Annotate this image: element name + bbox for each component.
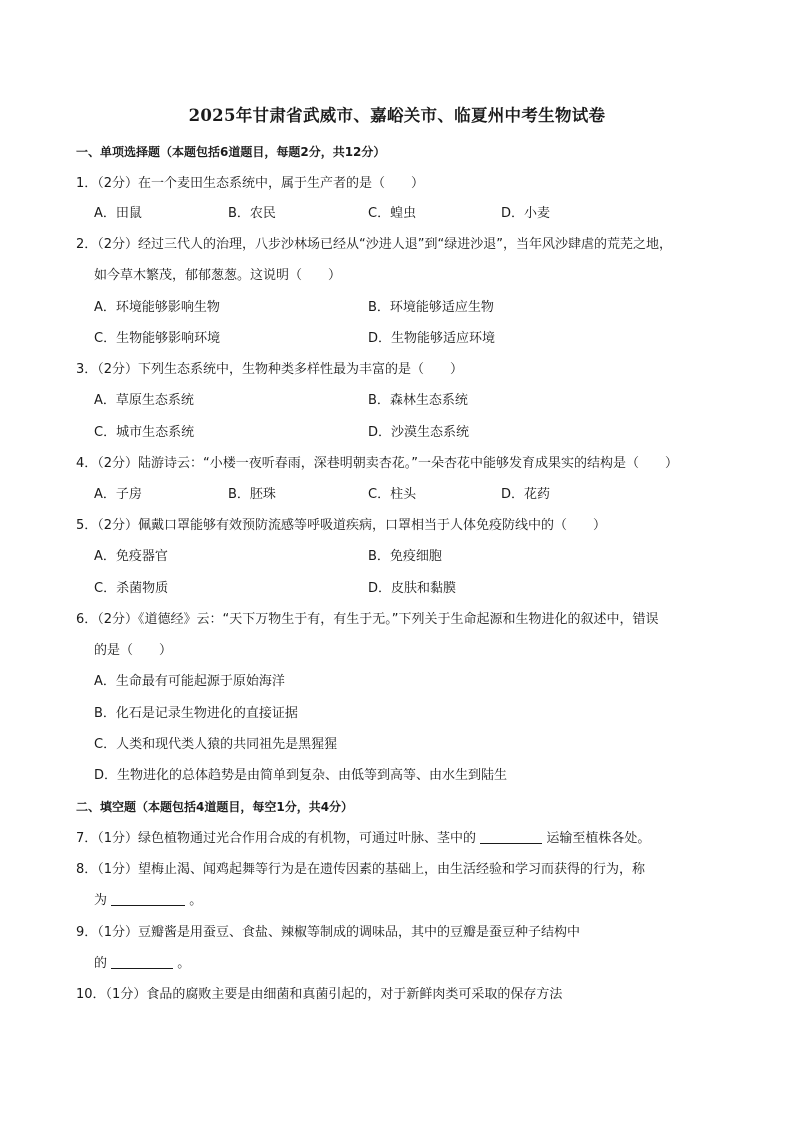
question-10-line-1: 10．（1分）食品的腐败主要是由细菌和真菌引起的，对于新鲜肉类可采取的保存方法: [76, 987, 563, 1002]
question-1-stem: 1．（2分）在一个麦田生态系统中，属于生产者的是（ ）: [76, 176, 425, 191]
question-6-option-b: B．化石是记录生物进化的直接证据: [94, 706, 298, 721]
question-5-option-b: B．免疫细胞: [368, 549, 442, 564]
question-8-text-before: 为: [94, 893, 112, 908]
question-1-option-d: D．小麦: [501, 206, 551, 221]
question-3-stem: 3．（2分）下列生态系统中，生物种类多样性最为丰富的是（ ）: [76, 362, 464, 377]
question-7-text-before: 7．（1分）绿色植物通过光合作用合成的有机物，可通过叶脉、茎中的: [76, 831, 481, 846]
section-heading-fill-in: 二、填空题（本题包括4道题目，每空1分，共4分）: [76, 800, 354, 814]
question-6-option-c: C．人类和现代类人猿的共同祖先是黑猩猩: [94, 737, 338, 752]
question-7: [76, 829, 650, 849]
question-2-option-d: D．生物能够适应环境: [368, 331, 496, 346]
question-6-stem-line-2: 的是（ ）: [94, 643, 173, 658]
question-2-option-a: A．环境能够影响生物: [94, 300, 220, 315]
question-2-stem-line-2: 如今草木繁茂，郁郁葱葱。这说明（ ）: [94, 268, 342, 283]
question-4-option-c: C．柱头: [368, 487, 417, 502]
question-8-text-after: 。: [185, 893, 203, 908]
question-7-text-after: 运输至植株各处。: [542, 831, 651, 846]
question-3-option-a: A．草原生态系统: [94, 393, 194, 408]
question-6-stem-line-1: 6．（2分）《道德经》云：“天下万物生于有，有生于无。”下列关于生命起源和生物进化的叙述中，错误: [76, 612, 659, 627]
question-2-stem-line-1: 2．（2分）经过三代人的治理，八步沙林场已经从“沙进人退”到“绿进沙退”，当年风沙肆虐的荒芜之地，: [76, 237, 672, 252]
question-6-option-d: D．生物进化的总体趋势是由简单到复杂、由低等到高等、由水生到陆生: [94, 768, 508, 783]
question-9-line-2: [94, 954, 190, 974]
question-5-option-c: C．杀菌物质: [94, 581, 169, 596]
question-6-option-a: A．生命最有可能起源于原始海洋: [94, 674, 285, 689]
question-1-option-a: A．田鼠: [94, 206, 142, 221]
question-3-option-b: B．森林生态系统: [368, 393, 468, 408]
question-4-stem: 4．（2分）陆游诗云：“小楼一夜听春雨，深巷明朝卖杏花。”一朵杏花中能够发育成果实的结构是（ ）: [76, 456, 679, 471]
question-9-text-after: 。: [173, 956, 191, 971]
question-1-option-b: B．农民: [228, 206, 276, 221]
question-5-option-a: A．免疫器官: [94, 549, 168, 564]
exam-title: 2025年甘肃省武威市、嘉峪关市、临夏州中考生物试卷: [188, 106, 606, 125]
question-4-option-a: A．子房: [94, 487, 142, 502]
question-8-line-2: [94, 891, 202, 911]
question-3-option-c: C．城市生态系统: [94, 425, 195, 440]
question-1-option-c: C．蝗虫: [368, 206, 417, 221]
question-9-text-before: 的: [94, 956, 112, 971]
question-5-option-d: D．皮肤和黏膜: [368, 581, 457, 596]
question-7-answer-blank[interactable]: [480, 829, 542, 844]
question-4-option-d: D．花药: [501, 487, 551, 502]
question-8-answer-blank[interactable]: [111, 891, 185, 906]
question-9-line-1: 9．（1分）豆瓣酱是用蚕豆、食盐、辣椒等制成的调味品，其中的豆瓣是蚕豆种子结构中: [76, 925, 581, 940]
question-4-option-b: B．胚珠: [228, 487, 276, 502]
section-heading-multiple-choice: 一、单项选择题（本题包括6道题目，每题2分，共12分）: [76, 145, 386, 159]
question-3-option-d: D．沙漠生态系统: [368, 425, 470, 440]
question-8-line-1: 8．（1分）望梅止渴、闻鸡起舞等行为是在遗传因素的基础上，由生活经验和学习而获得的行为，称: [76, 862, 646, 877]
question-9-answer-blank[interactable]: [111, 954, 173, 969]
question-5-stem: 5．（2分）佩戴口罩能够有效预防流感等呼吸道疾病，口罩相当于人体免疫防线中的（ ）: [76, 518, 607, 533]
question-2-option-b: B．环境能够适应生物: [368, 300, 494, 315]
question-2-option-c: C．生物能够影响环境: [94, 331, 221, 346]
